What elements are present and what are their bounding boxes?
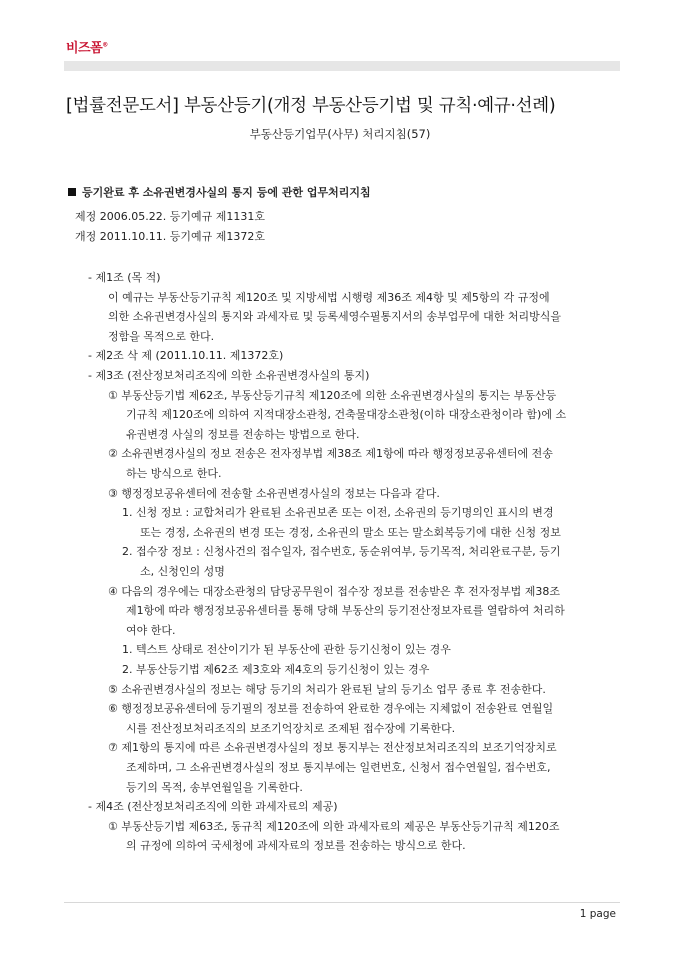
- body-line: 제1항에 따라 행정정보공유센터를 통해 당해 부동산의 등기전산정보자료를 열람하여 처리하: [126, 604, 565, 618]
- body-line: 조제하며, 그 소유권변경사실의 정보 통지부에는 일련번호, 신청서 접수연월일, 접수번호,: [126, 761, 551, 774]
- body-line: 하는 방식으로 한다.: [126, 467, 222, 480]
- square-bullet-icon: [68, 188, 76, 196]
- body-line: ④ 다음의 경우에는 대장소관청의 담당공무원이 접수장 정보를 전송받은 후 전자정부법 제38조: [108, 584, 560, 598]
- body-line: 등기의 목적, 송부연월일을 기록한다.: [126, 780, 303, 794]
- body-line: 이 예규는 부동산등기규칙 제120조 및 지방세법 시행령 제36조 제4항 및 제5항의 각 규정에: [108, 290, 550, 304]
- body-line: 시를 전산정보처리조직의 보조기억장치로 조제된 접수장에 기록한다.: [126, 721, 456, 735]
- article-4-heading: - 제4조 (전산정보처리조직에 의한 과세자료의 제공): [88, 800, 338, 814]
- page-number: 1 page: [579, 908, 616, 920]
- body-line: 또는 경정, 소유권의 변경 또는 경정, 소유권의 말소 또는 말소회복등기에 대한 신청 정보: [140, 525, 561, 539]
- history-enactment: 제정 2006.05.22. 등기예규 제1131호: [75, 210, 265, 223]
- body-line: 1. 텍스트 상태로 전산이기가 된 부동산에 관한 등기신청이 있는 경우: [122, 643, 451, 657]
- registered-mark: ®: [102, 41, 108, 49]
- body-line: 2. 접수장 정보 : 신청사건의 접수일자, 접수번호, 동순위여부, 등기목적, 처리완료구분, 등기: [122, 545, 561, 559]
- logo-text: 비즈폼: [66, 41, 103, 56]
- bizforms-logo: [66, 37, 108, 56]
- body-line: ⑥ 행정정보공유센터에 등기필의 정보를 전송하여 완료한 경우에는 지체없이 전송완료 연월일: [108, 702, 554, 716]
- article-1-heading: - 제1조 (목 적): [88, 271, 161, 284]
- article-3-heading: - 제3조 (전산정보처리조직에 의한 소유권변경사실의 통지): [88, 369, 370, 382]
- body-line: 여야 한다.: [126, 623, 176, 637]
- footer-divider: [64, 902, 620, 903]
- history-amendment: 개정 2011.10.11. 등기예규 제1372호: [75, 230, 265, 243]
- document-heading: [68, 184, 371, 200]
- article-2-heading: - 제2조 삭 제 (2011.10.11. 제1372호): [88, 349, 284, 363]
- body-line: ② 소유권변경사실의 정보 전송은 전자정부법 제38조 제1항에 따라 행정정보공유센터에 전송: [108, 447, 553, 461]
- body-line: ⑦ 제1항의 통지에 따른 소유권변경사실의 정보 통지부는 전산정보처리조직의 보조기억장치로: [108, 741, 557, 755]
- body-line: ③ 행정정보공유센터에 전송할 소유권변경사실의 정보는 다음과 같다.: [108, 486, 440, 500]
- body-line: 기규칙 제120조에 의하여 지적대장소관청, 건축물대장소관청(이하 대장소관청이라 함)에 소: [126, 408, 567, 422]
- body-line: 정함을 목적으로 한다.: [108, 329, 215, 343]
- body-line: 의한 소유권변경사실의 통지와 과세자료 및 등록세영수필통지서의 송부업무에 대한 처리방식을: [108, 310, 562, 324]
- page-title: [법률전문도서] 부동산등기(개정 부동산등기법 및 규칙·예규·선례): [66, 96, 556, 116]
- body-line: 2. 부동산등기법 제62조 제3호와 제4호의 등기신청이 있는 경우: [122, 663, 430, 676]
- body-line: ⑤ 소유권변경사실의 정보는 해당 등기의 처리가 완료된 날의 등기소 업무 종료 후 전송한다.: [108, 682, 546, 696]
- header-bar: [64, 61, 620, 71]
- body-line: ① 부동산등기법 제63조, 동규칙 제120조에 의한 과세자료의 제공은 부동산등기규칙 제120조: [108, 819, 560, 833]
- body-line: ① 부동산등기법 제62조, 부동산등기규칙 제120조에 의한 소유권변경사실의 통지는 부동산등: [108, 388, 557, 402]
- document-heading-text: 등기완료 후 소유권변경사실의 통지 등에 관한 업무처리지침: [82, 186, 371, 199]
- body-line: 1. 신청 정보 : 교합처리가 완료된 소유권보존 또는 이전, 소유권의 등기명의인 표시의 변경: [122, 506, 554, 520]
- body-line: 유권변경 사실의 정보를 전송하는 방법으로 한다.: [126, 427, 360, 441]
- page-subtitle: 부동산등기업무(사무) 처리지침(57): [249, 127, 431, 141]
- body-line: 의 규정에 의하여 국세청에 과세자료의 정보를 전송하는 방식으로 한다.: [126, 839, 466, 853]
- body-line: 소, 신청인의 성명: [140, 565, 225, 578]
